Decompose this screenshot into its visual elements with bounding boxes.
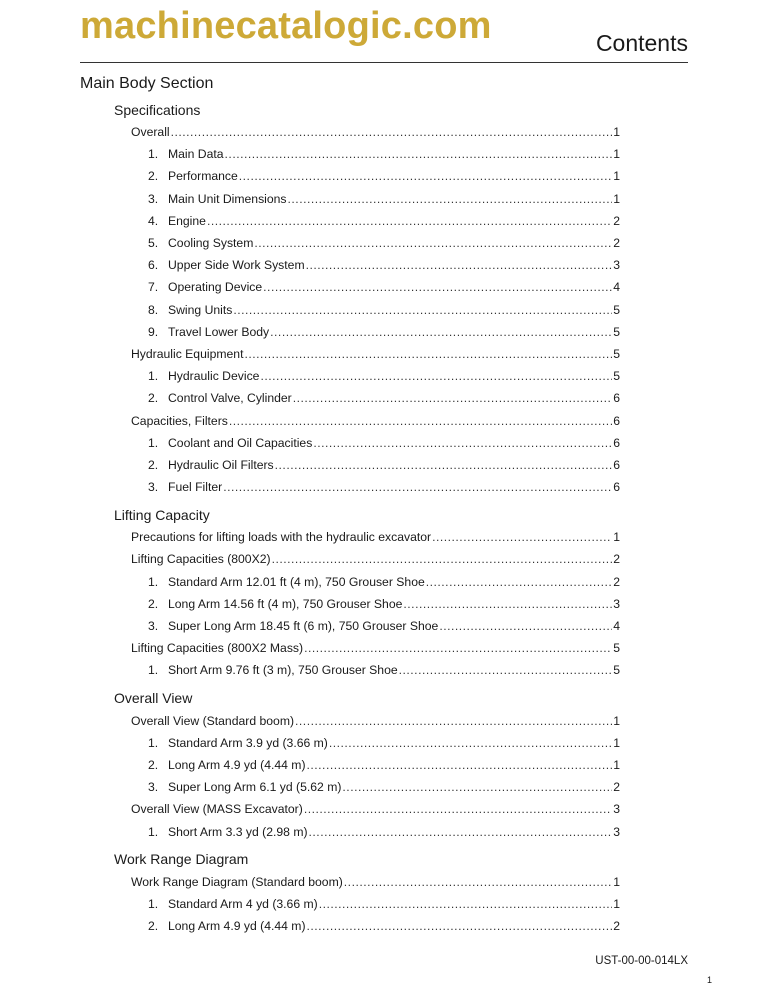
toc-entry-page: 1: [613, 713, 620, 728]
page-title: Contents: [595, 30, 688, 56]
toc-entry-label: Overall View (MASS Excavator): [131, 802, 303, 817]
dot-leader: [344, 875, 612, 889]
toc-entry-label: Upper Side Work System: [168, 258, 305, 273]
toc-entry-number: 1.: [148, 435, 159, 450]
toc-entry-label: Work Range Diagram (Standard boom): [131, 874, 343, 889]
toc-entry-page: 2: [613, 236, 620, 251]
toc-entry-label: Standard Arm 12.01 ft (4 m), 750 Grouser Shoe: [168, 574, 425, 589]
dot-leader: [260, 369, 612, 383]
page-number: 1: [706, 975, 712, 985]
toc-entry-label: Precautions for lifting loads with the hydraulic excavator: [131, 530, 432, 545]
dot-leader: [319, 897, 613, 911]
toc-entry[interactable]: [80, 571, 620, 593]
toc-entry-label: Cooling System: [168, 236, 254, 251]
toc-section-heading: [80, 848, 620, 871]
toc-entry-label: Lifting Capacities (800X2 Mass): [131, 641, 304, 656]
toc-entry[interactable]: [80, 299, 620, 321]
toc-entry-page: 2: [613, 574, 620, 589]
toc-entry-label: Long Arm 4.9 yd (4.44 m): [168, 919, 306, 934]
toc-entry-page: 2: [613, 552, 620, 567]
toc-entry[interactable]: [80, 387, 620, 409]
toc-entry-number: 3.: [148, 191, 159, 206]
toc-entry-page: 2: [613, 780, 620, 795]
toc-entry-page: 3: [613, 802, 620, 817]
toc-entry-number: 9.: [148, 324, 159, 339]
toc-entry-label: Hydraulic Oil Filters: [168, 457, 274, 472]
toc-entry[interactable]: [80, 732, 620, 754]
dot-leader: [403, 597, 612, 611]
toc-entry-page: 6: [613, 457, 620, 472]
toc-entry[interactable]: [80, 915, 620, 937]
toc-entry-page: 1: [613, 147, 620, 162]
dot-leader: [207, 214, 612, 228]
dot-leader: [225, 147, 613, 161]
toc-entry-page: 5: [613, 324, 620, 339]
toc-entry[interactable]: [80, 526, 620, 548]
toc-section-heading: [80, 687, 620, 710]
toc-entry[interactable]: [80, 454, 620, 476]
watermark: machinecatalogic.com: [80, 5, 492, 47]
dot-leader: [275, 458, 613, 472]
toc-entry-label: Travel Lower Body: [168, 324, 270, 339]
toc-entry[interactable]: [80, 432, 620, 454]
dot-leader: [432, 530, 612, 544]
toc-entry-label: Operating Device: [168, 280, 263, 295]
toc-entry-label: Lifting Capacity: [114, 506, 210, 523]
toc-entry-label: Specifications: [114, 101, 201, 118]
dot-leader: [399, 663, 613, 677]
dot-leader: [288, 192, 613, 206]
dot-leader: [244, 347, 612, 361]
toc-entry-number: 1.: [148, 896, 159, 911]
toc-entry[interactable]: [80, 276, 620, 298]
toc-entry-label: Main Unit Dimensions: [168, 191, 287, 206]
toc-entry-label: Coolant and Oil Capacities: [168, 435, 313, 450]
toc-entry-page: 5: [613, 302, 620, 317]
dot-leader: [313, 436, 612, 450]
toc-entry-label: Super Long Arm 6.1 yd (5.62 m): [168, 780, 342, 795]
main-section-heading: Main Body Section: [80, 75, 214, 92]
toc-entry-number: 1.: [148, 147, 159, 162]
toc-entry-page: 4: [613, 619, 620, 634]
toc-entry[interactable]: [80, 776, 620, 798]
toc-entry-number: 8.: [148, 302, 159, 317]
dot-leader: [304, 641, 612, 655]
toc-entry[interactable]: [80, 476, 620, 498]
toc-entry[interactable]: [80, 210, 620, 232]
dot-leader: [342, 780, 612, 794]
toc-entry-label: Hydraulic Equipment: [131, 346, 244, 361]
toc-entry-number: 2.: [148, 757, 159, 772]
toc-entry[interactable]: [80, 637, 620, 659]
toc-entry[interactable]: [80, 548, 620, 570]
toc-entry-number: 3.: [148, 780, 159, 795]
dot-leader: [295, 714, 612, 728]
toc-entry-label: Control Valve, Cylinder: [168, 391, 292, 406]
toc-entry[interactable]: [80, 143, 620, 165]
dot-leader: [329, 736, 612, 750]
toc-entry-page: 1: [613, 896, 620, 911]
toc-entry[interactable]: [80, 593, 620, 615]
dot-leader: [293, 391, 612, 405]
toc-entry-page: 5: [613, 346, 620, 361]
toc-entry[interactable]: [80, 409, 620, 431]
toc-entry-page: 3: [613, 258, 620, 273]
toc-entry-number: 2.: [148, 596, 159, 611]
toc-entry-number: 1.: [148, 369, 159, 384]
toc-entry-page: 1: [613, 874, 620, 889]
toc-entry-label: Fuel Filter: [168, 480, 223, 495]
dot-leader: [307, 758, 613, 772]
dot-leader: [304, 802, 612, 816]
toc-entry-number: 1.: [148, 663, 159, 678]
toc-entry-page: 6: [613, 435, 620, 450]
toc-entry-page: 1: [613, 125, 620, 140]
toc-entry-label: Capacities, Filters: [131, 413, 228, 428]
toc-entry-page: 1: [613, 735, 620, 750]
toc-entry-label: Super Long Arm 18.45 ft (6 m), 750 Grouser Shoe: [168, 619, 439, 634]
toc-entry-label: Hydraulic Device: [168, 369, 260, 384]
toc-entry-page: 5: [613, 369, 620, 384]
document-code: UST-00-00-014LX: [595, 955, 688, 967]
toc-entry-label: Standard Arm 4 yd (3.66 m): [168, 896, 318, 911]
toc-entry-label: Engine: [168, 213, 206, 228]
toc-section-heading: [80, 503, 620, 526]
toc-entry[interactable]: [80, 659, 620, 681]
toc-entry[interactable]: [80, 820, 620, 842]
toc-entry-label: Short Arm 9.76 ft (3 m), 750 Grouser Shoe: [168, 663, 398, 678]
toc-entry-number: 2.: [148, 919, 159, 934]
toc-entry-number: 4.: [148, 213, 159, 228]
toc-entry-page: 2: [613, 213, 620, 228]
toc-entry-label: Swing Units: [168, 302, 233, 317]
toc-entry-page: 6: [613, 391, 620, 406]
toc-entry[interactable]: [80, 754, 620, 776]
toc-entry-page: 3: [613, 596, 620, 611]
toc-entry[interactable]: [80, 710, 620, 732]
toc-entry[interactable]: [80, 121, 620, 143]
toc-entry-number: 2.: [148, 169, 159, 184]
toc-entry-number: 1.: [148, 735, 159, 750]
dot-leader: [223, 480, 612, 494]
toc-entry-page: 2: [613, 919, 620, 934]
dot-leader: [306, 258, 613, 272]
dot-leader: [263, 280, 612, 294]
toc-entry-number: 2.: [148, 457, 159, 472]
toc-entry-label: Short Arm 3.3 yd (2.98 m): [168, 824, 308, 839]
dot-leader: [309, 825, 613, 839]
toc-entry-page: 6: [613, 413, 620, 428]
toc-entry-number: 7.: [148, 280, 159, 295]
toc-entry[interactable]: [80, 343, 620, 365]
dot-leader: [171, 125, 613, 139]
toc-entry-number: 5.: [148, 236, 159, 251]
toc-entry-page: 6: [613, 480, 620, 495]
toc-entry-page: 3: [613, 824, 620, 839]
toc-entry-label: Standard Arm 3.9 yd (3.66 m): [168, 735, 328, 750]
toc-entry[interactable]: [80, 893, 620, 915]
toc-entry-number: 3.: [148, 619, 159, 634]
toc-entry[interactable]: [80, 615, 620, 637]
dot-leader: [426, 575, 612, 589]
toc-section-heading: [80, 98, 620, 121]
toc-entry-label: Overall: [131, 125, 170, 140]
dot-leader: [229, 414, 612, 428]
toc-entry-page: 5: [613, 641, 620, 656]
dot-leader: [233, 303, 612, 317]
toc-entry-page: 1: [613, 530, 620, 545]
toc-entry-label: Long Arm 4.9 yd (4.44 m): [168, 757, 306, 772]
table-of-contents: [80, 98, 620, 937]
toc-entry[interactable]: [80, 165, 620, 187]
toc-entry[interactable]: [80, 321, 620, 343]
toc-entry[interactable]: [80, 254, 620, 276]
dot-leader: [307, 919, 613, 933]
toc-entry-page: 1: [613, 169, 620, 184]
toc-entry-label: Lifting Capacities (800X2): [131, 552, 271, 567]
toc-entry-page: 1: [613, 757, 620, 772]
dot-leader: [239, 169, 612, 183]
dot-leader: [439, 619, 612, 633]
dot-leader: [254, 236, 612, 250]
title-divider: [80, 62, 688, 63]
toc-entry-number: 1.: [148, 574, 159, 589]
toc-entry[interactable]: [80, 798, 620, 820]
dot-leader: [272, 552, 613, 566]
toc-entry-number: 6.: [148, 258, 159, 273]
dot-leader: [270, 325, 612, 339]
toc-entry-page: 4: [613, 280, 620, 295]
toc-entry-number: 3.: [148, 480, 159, 495]
toc-entry-label: Long Arm 14.56 ft (4 m), 750 Grouser Shoe: [168, 596, 403, 611]
toc-entry-label: Work Range Diagram: [114, 851, 249, 868]
toc-entry[interactable]: [80, 232, 620, 254]
toc-entry-page: 5: [613, 663, 620, 678]
toc-entry-label: Overall View (Standard boom): [131, 713, 295, 728]
toc-entry-label: Main Data: [168, 147, 224, 162]
toc-entry-number: 2.: [148, 391, 159, 406]
toc-entry-label: Performance: [168, 169, 238, 184]
toc-entry-label: Overall View: [114, 690, 193, 706]
toc-entry-number: 1.: [148, 824, 159, 839]
toc-entry[interactable]: [80, 188, 620, 210]
toc-entry[interactable]: [80, 871, 620, 893]
toc-entry[interactable]: [80, 365, 620, 387]
toc-entry-page: 1: [613, 191, 620, 206]
